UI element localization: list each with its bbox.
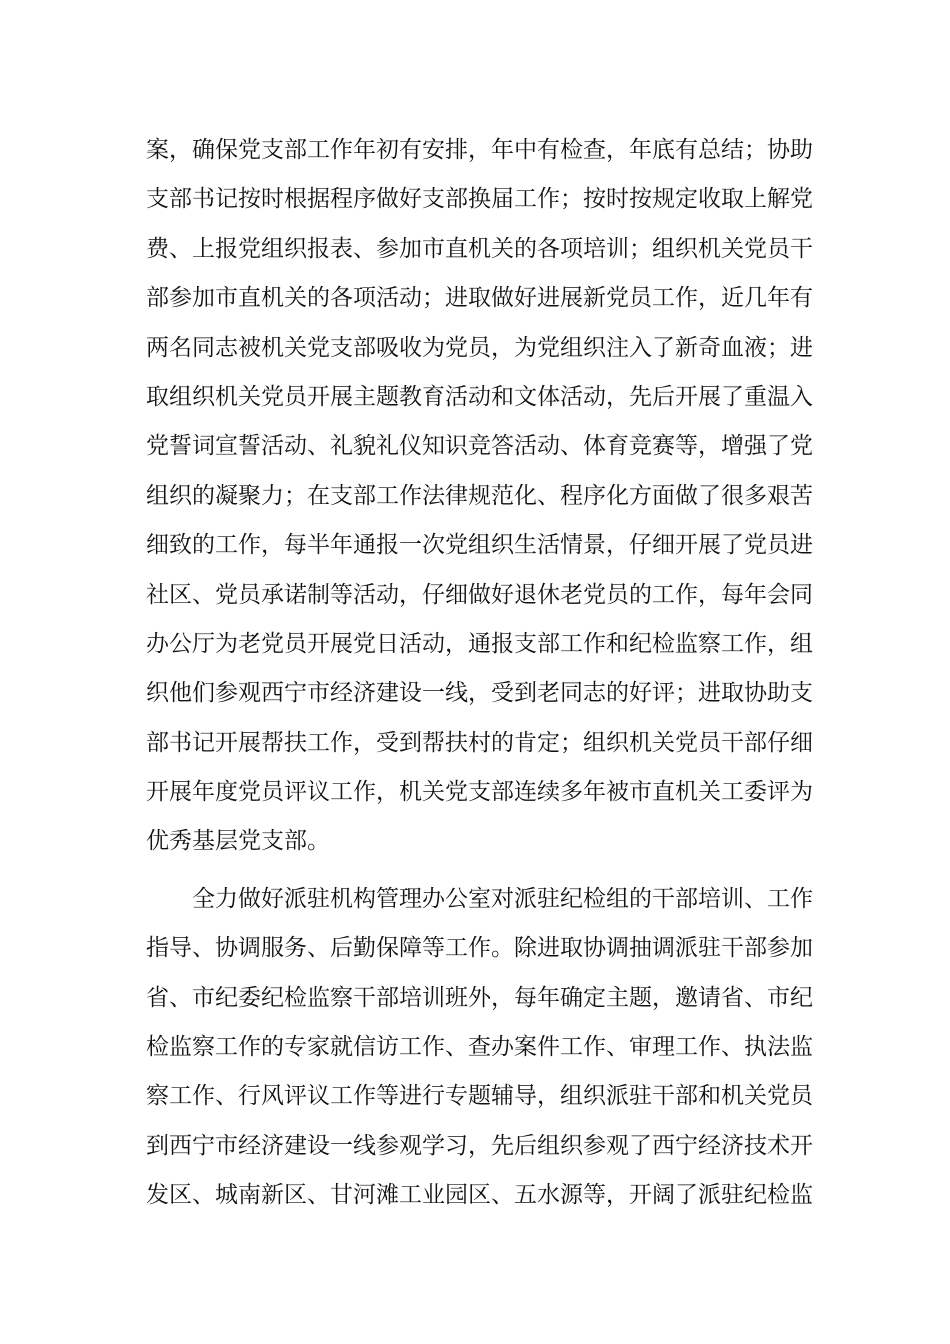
text-line: 组织的凝聚力；在支部工作法律规范化、程序化方面做了很多艰苦 [146, 482, 813, 509]
text-line: 支部书记按时根据程序做好支部换届工作；按时按规定收取上解党 [146, 186, 813, 213]
text-line: 党誓词宣誓活动、礼貌礼仪知识竞答活动、体育竞赛等，增强了党 [146, 433, 813, 460]
text-line: 指导、协调服务、后勤保障等工作。除进取协调抽调派驻干部参加 [146, 935, 813, 962]
text-line: 到西宁市经济建设一线参观学习，先后组织参观了西宁经济技术开 [146, 1132, 813, 1159]
text-line: 检监察工作的专家就信访工作、查办案件工作、审理工作、执法监 [146, 1034, 813, 1061]
paragraph-p1 [146, 126, 813, 867]
text-line: 费、上报党组织报表、参加市直机关的各项培训；组织机关党员干 [146, 235, 813, 262]
text-line: 两名同志被机关党支部吸收为党员，为党组织注入了新奇血液；进 [146, 334, 813, 361]
paragraph-gap [146, 867, 808, 875]
text-line: 发区、城南新区、甘河滩工业园区、五水源等，开阔了派驻纪检监 [146, 1182, 813, 1209]
text-line: 取组织机关党员开展主题教育活动和文体活动，先后开展了重温入 [146, 383, 813, 410]
text-line: 优秀基层党支部。 [146, 828, 330, 855]
text-line: 织他们参观西宁市经济建设一线，受到老同志的好评；进取协助支 [146, 680, 813, 707]
text-line: 办公厅为老党员开展党日活动，通报支部工作和纪检监察工作，组 [146, 630, 813, 657]
text-line: 全力做好派驻机构管理办公室对派驻纪检组的干部培训、工作 [192, 885, 813, 912]
text-line: 社区、党员承诺制等活动，仔细做好退休老党员的工作，每年会同 [146, 581, 813, 608]
text-line: 部参加市直机关的各项活动；进取做好进展新党员工作，近几年有 [146, 285, 813, 312]
document-body [146, 126, 813, 1221]
text-line: 细致的工作，每半年通报一次党组织生活情景，仔细开展了党员进 [146, 532, 813, 559]
text-line: 部书记开展帮扶工作，受到帮扶村的肯定；组织机关党员干部仔细 [146, 729, 813, 756]
text-line: 开展年度党员评议工作，机关党支部连续多年被市直机关工委评为 [146, 779, 813, 806]
text-line: 察工作、行风评议工作等进行专题辅导，组织派驻干部和机关党员 [146, 1083, 813, 1110]
text-line: 省、市纪委纪检监察干部培训班外，每年确定主题，邀请省、市纪 [146, 984, 813, 1011]
text-line: 案，确保党支部工作年初有安排，年中有检查，年底有总结；协助 [146, 137, 813, 163]
paragraph-p2 [146, 875, 813, 1221]
